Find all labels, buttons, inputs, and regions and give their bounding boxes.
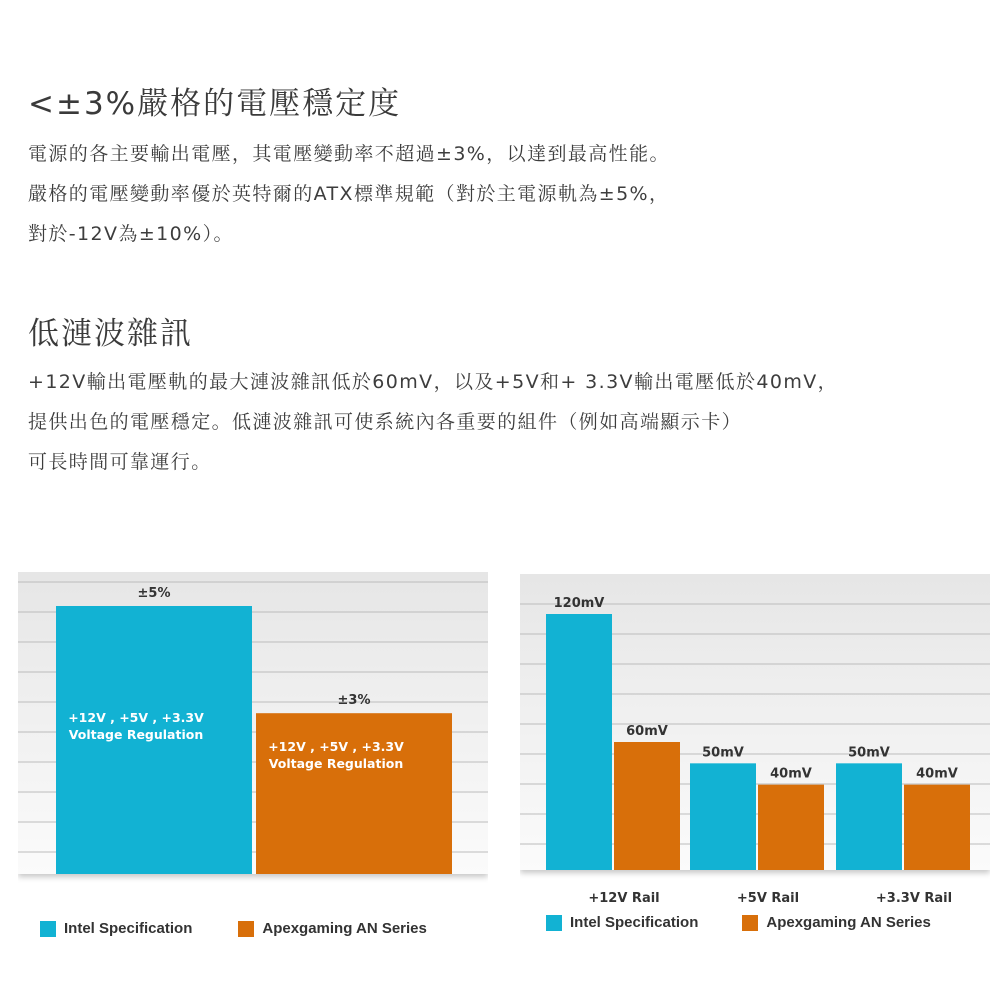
section2-title: 低漣波雜訊 [28,316,193,352]
section2-paragraph [28,362,838,482]
bar [904,785,970,870]
value-label: 40mV [916,766,958,782]
category-label: +12V Rail [588,891,660,906]
value-label: ±3% [337,693,371,709]
section1-line: 嚴格的電壓變動率優於英特爾的ATX標準規範（對於主電源軌為±5%， [28,183,670,205]
voltage-regulation-chart-svg [18,572,488,890]
legend-item-intel [546,914,698,931]
bar [836,763,902,870]
section1-title: <±3%嚴格的電壓穩定度 [28,86,402,122]
ripple-noise-chart-svg [520,574,990,914]
legend-item-intel [40,920,192,937]
legend-swatch-apex [742,915,758,931]
bar-inner-label: +12V , +5V , +3.3V [268,739,404,755]
ripple-noise-chart [520,574,990,918]
value-label: 50mV [702,745,744,761]
value-label: ±5% [137,586,171,601]
legend-item-apex [742,914,931,931]
legend-swatch-intel [546,915,562,931]
legend-swatch-apex [238,921,254,937]
value-label: 50mV [848,745,890,761]
value-label: 60mV [626,724,668,739]
legend-label-apex: Apexgaming AN Series [262,920,427,937]
value-label: 40mV [770,766,812,782]
section2-line: +12V輸出電壓軌的最大漣波雜訊低於60mV，以及+5V和+ 3.3V輸出電壓低於40mV， [28,371,839,393]
voltage-regulation-chart [18,572,488,894]
legend-label-apex: Apexgaming AN Series [766,914,931,931]
value-label: 120mV [553,596,605,611]
bar-inner-label: Voltage Regulation [268,756,404,772]
section2-line: 提供出色的電壓穩定。低漣波雜訊可使系統內各重要的組件（例如高端顯示卡） [28,411,743,433]
section1-line: 電源的各主要輸出電壓，其電壓變動率不超過±3%，以達到最高性能。 [28,143,670,165]
bar [614,742,680,870]
bar [546,614,612,870]
legend-swatch-intel [40,921,56,937]
category-label: +5V Rail [736,891,800,906]
voltage-regulation-legend [40,920,427,937]
bar-inner-label: +12V , +5V , +3.3V [68,710,204,725]
legend-label-intel: Intel Specification [570,914,699,931]
section1-paragraph [28,134,670,254]
bar [256,713,452,874]
bar [758,785,824,870]
legend-item-apex [238,920,427,937]
section2-line: 可長時間可靠運行。 [28,451,212,473]
category-label: +3.3V Rail [875,891,953,906]
bar [690,763,756,870]
legend-label-intel: Intel Specification [64,920,193,937]
bar-inner-label: Voltage Regulation [68,727,204,742]
section1-line: 對於-12V為±10%）。 [28,223,234,245]
ripple-noise-legend [546,914,931,931]
